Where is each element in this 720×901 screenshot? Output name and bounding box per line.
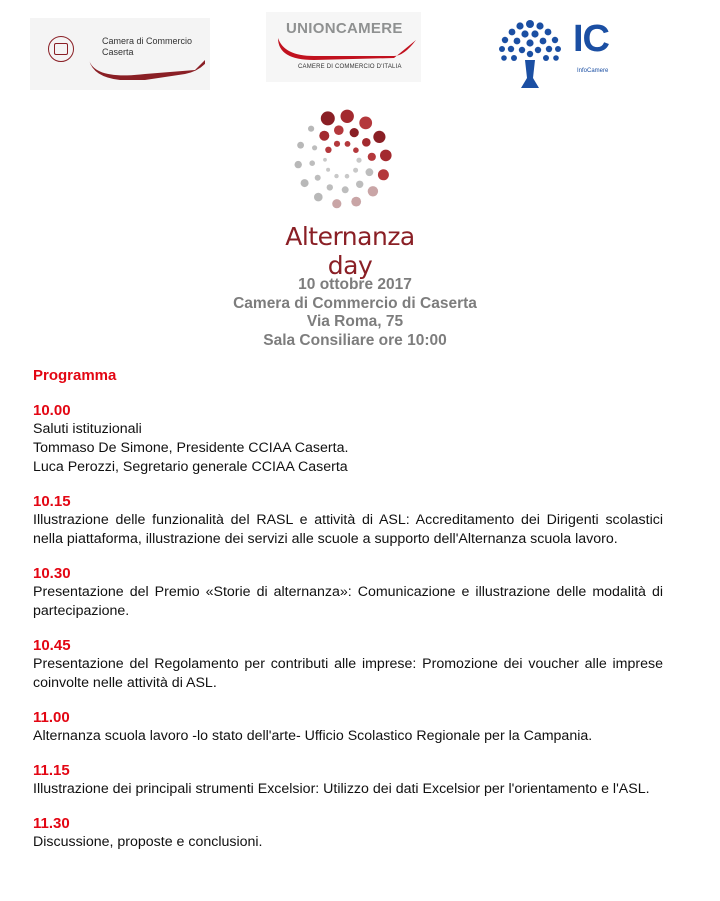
infocamere-tree-icon [495,14,565,96]
emblem-dot [323,158,327,162]
program-time: 11.15 [33,762,70,779]
emblem-dot [380,150,392,162]
emblem-dot [351,197,361,207]
program-item [33,564,663,621]
emblem-dot [359,117,372,130]
emblem-dot [366,168,374,176]
event-room: Sala Consiliare ore 10:00 [263,331,447,349]
program-item [33,814,663,852]
program-item [33,492,663,549]
program-line: Luca Perozzi, Segretario generale CCIAA Caserta [33,459,348,475]
emblem-dot [356,158,361,163]
emblem-dot [350,128,359,137]
program-item [33,708,663,746]
event-address: Via Roma, 75 [306,313,404,330]
program-time: 10.45 [33,637,71,654]
emblem-dot [356,181,363,188]
infocamere-mark: IC [573,18,609,60]
program-desc: Presentazione del Regolamento per contributi alle imprese: Promozione dei voucher alle imprese coinvolte nelle attività di ASL. [33,656,663,691]
emblem-dot [308,126,314,132]
chamber-logo-text [102,36,192,58]
emblem-dot [297,142,304,149]
infocamere-logo [495,14,630,96]
program-desc: Illustrazione dei principali strumenti Excelsior: Utilizzo dei dati Excelsior per l'orientamento e l'ASL. [33,781,650,797]
program-list [33,401,663,867]
alternanza-dots-icon [280,105,410,220]
emblem-dot [295,161,302,168]
event-title: Alternanza day [285,222,415,280]
program-desc [33,420,663,477]
emblem-dot [309,160,315,166]
unioncamere-swoosh-icon [274,34,419,64]
emblem-dot [334,174,338,178]
emblem-dot [378,169,389,180]
chamber-seal-icon [48,36,74,62]
unioncamere-sub: CAMERE DI COMMERCIO D'ITALIA [298,64,402,70]
infocamere-sub: InfoCamere [577,68,609,74]
emblem-dot [334,125,344,135]
program-time: 11.00 [33,709,70,726]
program-desc: Discussione, proposte e conclusioni. [33,834,263,850]
emblem-dot [319,131,329,141]
program-time: 11.30 [33,815,70,832]
program-item [33,401,663,477]
program-heading: Programma [33,367,117,384]
program-desc: Presentazione del Premio «Storie di alternanza»: Comunicazione e illustrazione delle modalità di partecipazione. [33,584,663,619]
emblem-dot [341,110,354,123]
emblem-dot [326,168,330,172]
emblem-dot [368,186,378,196]
emblem-dot [334,141,340,147]
chamber-logo [30,18,210,90]
program-item [33,636,663,693]
emblem-dot [332,199,341,208]
emblem-dot [342,186,349,193]
event-info [190,276,520,350]
unioncamere-logo [266,12,421,82]
emblem-dot [321,111,335,125]
emblem-dot [301,179,309,187]
event-date: 10 ottobre 2017 [298,276,412,293]
chamber-line2: Caserta [102,47,134,57]
emblem-dot [368,153,376,161]
unioncamere-name: UNIONCAMERE [286,20,403,37]
emblem-dot [353,147,359,153]
emblem-dot [345,174,350,179]
emblem-dot [373,131,385,143]
emblem-dot [327,184,333,190]
emblem-dot [315,175,321,181]
program-line: Saluti istituzionali [33,421,142,437]
emblem-dot [353,168,358,173]
emblem-dot [345,141,351,147]
emblem-dot [314,193,323,202]
event-venue: Camera di Commercio di Caserta [233,294,477,312]
program-time: 10.30 [33,565,71,582]
program-desc: Illustrazione delle funzionalità del RASL e attività di ASL: Accreditamento dei Dirigenti scolastici nella piattaforma, illustrazione dei servizi alle scuole a supporto dell'Alternanza scuola lavoro. [33,512,663,547]
program-item [33,761,663,799]
emblem-dot [312,145,317,150]
program-time: 10.15 [33,493,71,510]
emblem-dot [362,138,371,147]
chamber-line1: Camera di Commercio [102,36,193,46]
program-line: Tommaso De Simone, Presidente CCIAA Caserta. [33,440,349,456]
program-desc: Alternanza scuola lavoro -lo stato dell'arte- Ufficio Scolastico Regionale per la Campania. [33,728,593,744]
emblem-dot [325,147,331,153]
program-time: 10.00 [33,402,71,419]
